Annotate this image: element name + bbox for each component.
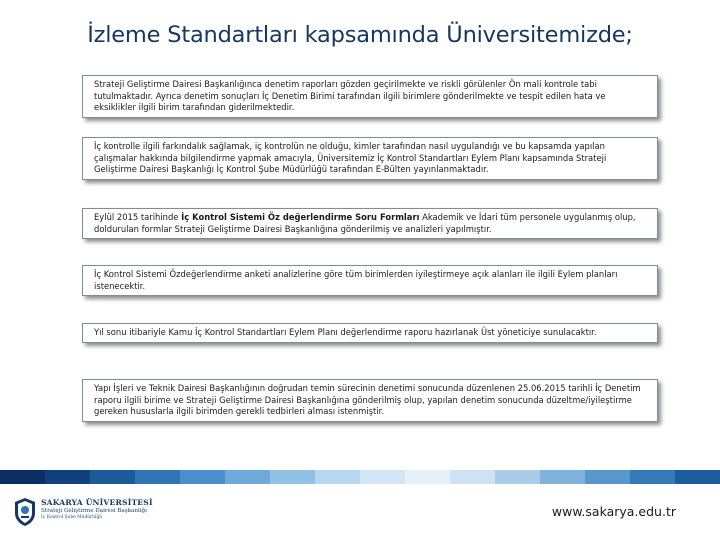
text-segment: Eylül 2015 tarihinde bbox=[94, 212, 182, 222]
text-segment: İç kontrolle ilgili farkındalık sağlamak, iç kontrolün ne olduğu, kimler tarafından nasıl uygulandığı ve bu kapsamda yapılan çalışmalar hakkında bilgilendirme yapmak amacıyla, Üniversitemiz İç Kontrol Standartları Eylem Planı kapsamında Strateji Geliştirme Dairesi Başkanlığı İç Kontrol Şube Müdürlüğü tarafından E-Bülten yayınlanmaktadır. bbox=[94, 141, 607, 174]
logo-subtitle: Strateji Geliştirme Dairesi Başkanlığı bbox=[41, 508, 147, 514]
footer-stripe bbox=[540, 470, 585, 484]
footer-stripe bbox=[0, 470, 45, 484]
text-segment: İç Kontrol Sistemi Özdeğerlendirme anketi analizlerine göre tüm birimlerden iyileştirmeye açık alanları ile ilgili Eylem planları istenecektir. bbox=[94, 269, 618, 291]
text-segment: Yapı İşleri ve Teknik Dairesi Başkanlığının doğrudan temin sürecinin denetimi sonucunda düzenlenen 25.06.2015 tarihli İç Denetim raporu ilgili birime ve Strateji Geliştirme Dairesi Başkanlığına gönderilmiş olup, yapılan denetim sonucunda düzeltme/iyileştirme gereken hususlarla ilgili birimden gerekli tedbirleri alması istenmiştir. bbox=[94, 383, 641, 416]
text-box-content bbox=[94, 327, 647, 339]
text-box-3 bbox=[82, 208, 658, 239]
bold-text: İç Kontrol Sistemi Öz değerlendirme Soru Formları bbox=[181, 212, 420, 222]
slide-title: İzleme Standartları kapsamında Üniversitemizde; bbox=[87, 22, 633, 48]
footer-stripe bbox=[315, 470, 360, 484]
footer-stripe bbox=[675, 470, 720, 484]
university-logo bbox=[13, 496, 183, 530]
footer-stripe bbox=[90, 470, 135, 484]
footer-stripe bbox=[585, 470, 630, 484]
text-box-1 bbox=[82, 75, 658, 118]
footer-stripe bbox=[495, 470, 540, 484]
footer-stripe bbox=[405, 470, 450, 484]
text-box-content bbox=[94, 383, 647, 418]
text-segment: Akademik ve İdari tüm personele uygulanmış olup, doldurulan formlar Strateji Geliştirme Dairesi Başkanlığına gönderilmiş ve analizleri yapılmıştır. bbox=[94, 212, 636, 234]
text-segment: Yıl sonu itibariyle Kamu İç Kontrol Standartları Eylem Planı değerlendirme raporu hazırlanak Üst yöneticiye sunulacaktır. bbox=[94, 327, 597, 337]
text-box-content bbox=[94, 212, 647, 235]
footer-stripe bbox=[360, 470, 405, 484]
text-box-content bbox=[94, 79, 647, 114]
logo-subtitle-2: İç Kontrol Şube Müdürlüğü bbox=[41, 515, 103, 520]
footer-stripe bbox=[225, 470, 270, 484]
text-box-content bbox=[94, 141, 647, 176]
text-box-2 bbox=[82, 137, 658, 180]
text-box-5 bbox=[82, 323, 658, 343]
footer-stripe bbox=[180, 470, 225, 484]
text-segment: Strateji Geliştirme Dairesi Başkanlığınca denetim raporları gözden geçirilmekte ve riskli görülenler Ön mali kontrole tabi tutulmaktadır. Ayrıca denetim sonuçları İç Denetim Birimi tarafından ilgili birimlere gönderilmekte ve tespit edilen hata ve eksiklikler ilgili birim tarafından giderilmektedir. bbox=[94, 79, 606, 112]
footer-stripe bbox=[450, 470, 495, 484]
university-emblem-icon bbox=[13, 497, 37, 527]
footer-stripe bbox=[630, 470, 675, 484]
website-url: www.sakarya.edu.tr bbox=[551, 504, 676, 519]
text-box-4 bbox=[82, 265, 658, 296]
text-box-6 bbox=[82, 379, 658, 422]
logo-title: SAKARYA ÜNİVERSİTESİ bbox=[41, 498, 153, 507]
text-box-content bbox=[94, 269, 647, 292]
footer-stripe bbox=[45, 470, 90, 484]
footer-stripes bbox=[0, 470, 720, 484]
footer-stripe bbox=[270, 470, 315, 484]
footer-stripe bbox=[135, 470, 180, 484]
